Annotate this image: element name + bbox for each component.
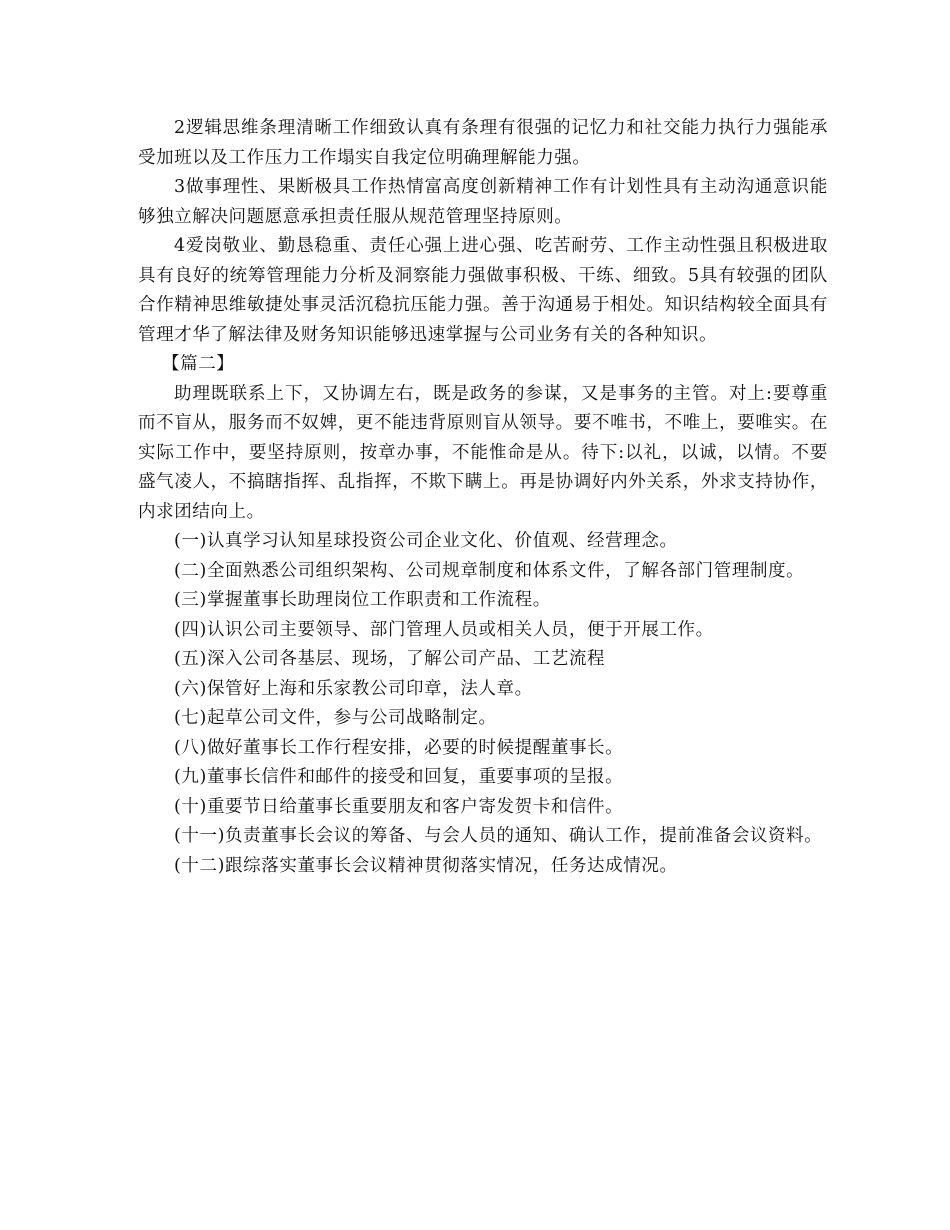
list-item: (二)全面熟悉公司组织架构、公司规章制度和体系文件，了解各部门管理制度。 [174, 560, 805, 581]
section-heading: 【篇二】 [162, 354, 235, 374]
list-item: (十)重要节日给董事长重要朋友和客户寄发贺卡和信件。 [174, 796, 624, 817]
intro-paragraph: 助理既联系上下，又协调左右，既是政务的参谋，又是事务的主管。对上:要尊重而不盲从，服务而不奴婢，更不能违背原则盲从领导。要不唯书，不唯上，要唯实。在实际工作中，要坚持原则，按章办事，不能惟命是从。待下:以礼，以诚，以情。不要盛气凌人，不搞瞎指挥、乱指挥，不欺下瞒上。再是协调好内外关系，外求支持协作，内求团结向上。 [138, 383, 828, 522]
list-item: (一)认真学习认知星球投资公司企业文化、价值观、经营理念。 [174, 531, 678, 551]
paragraph-4: 4爱岗敬业、勤恳稳重、责任心强上进心强、吃苦耐劳、工作主动性强且积极进取具有良好的统筹管理能力分析及洞察能力强做事积极、干练、细致。5具有较强的团队合作精神思维敏捷处事灵活沉稳抗压能力强。善于沟通易于相处。知识结构较全面具有管理才华了解法律及财务知识能够迅速掌握与公司业务有关的各种知识。 [138, 236, 828, 345]
document-body [138, 114, 828, 881]
list-item: (十一)负责董事长会议的筹备、与会人员的通知、确认工作，提前准备会议资料。 [174, 826, 823, 846]
list-item: (九)董事长信件和邮件的接受和回复，重要事项的呈报。 [174, 767, 624, 787]
list-item: (四)认识公司主要领导、部门管理人员或相关人员，便于开展工作。 [174, 619, 714, 640]
list-item: (十二)跟综落实董事长会议精神贯彻落实情况，任务达成情况。 [174, 855, 678, 876]
paragraph-2: 2逻辑思维条理清晰工作细致认真有条理有很强的记忆力和社交能力执行力强能承受加班以及工作压力工作塌实自我定位明确理解能力强。 [138, 118, 828, 168]
list-item: (三)掌握董事长助理岗位工作职责和工作流程。 [174, 590, 551, 610]
paragraph-3: 3做事理性、果断极具工作热情富高度创新精神工作有计划性具有主动沟通意识能够独立解决问题愿意承担责任服从规范管理坚持原则。 [138, 177, 828, 227]
list-item: (七)起草公司文件，参与公司战略制定。 [174, 708, 497, 728]
list-item: (五)深入公司各基层、现场，了解公司产品、工艺流程 [174, 649, 606, 669]
list-item: (六)保管好上海和乐家教公司印章，法人章。 [174, 678, 533, 699]
list-item: (八)做好董事长工作行程安排，必要的时候提醒董事长。 [174, 737, 624, 758]
